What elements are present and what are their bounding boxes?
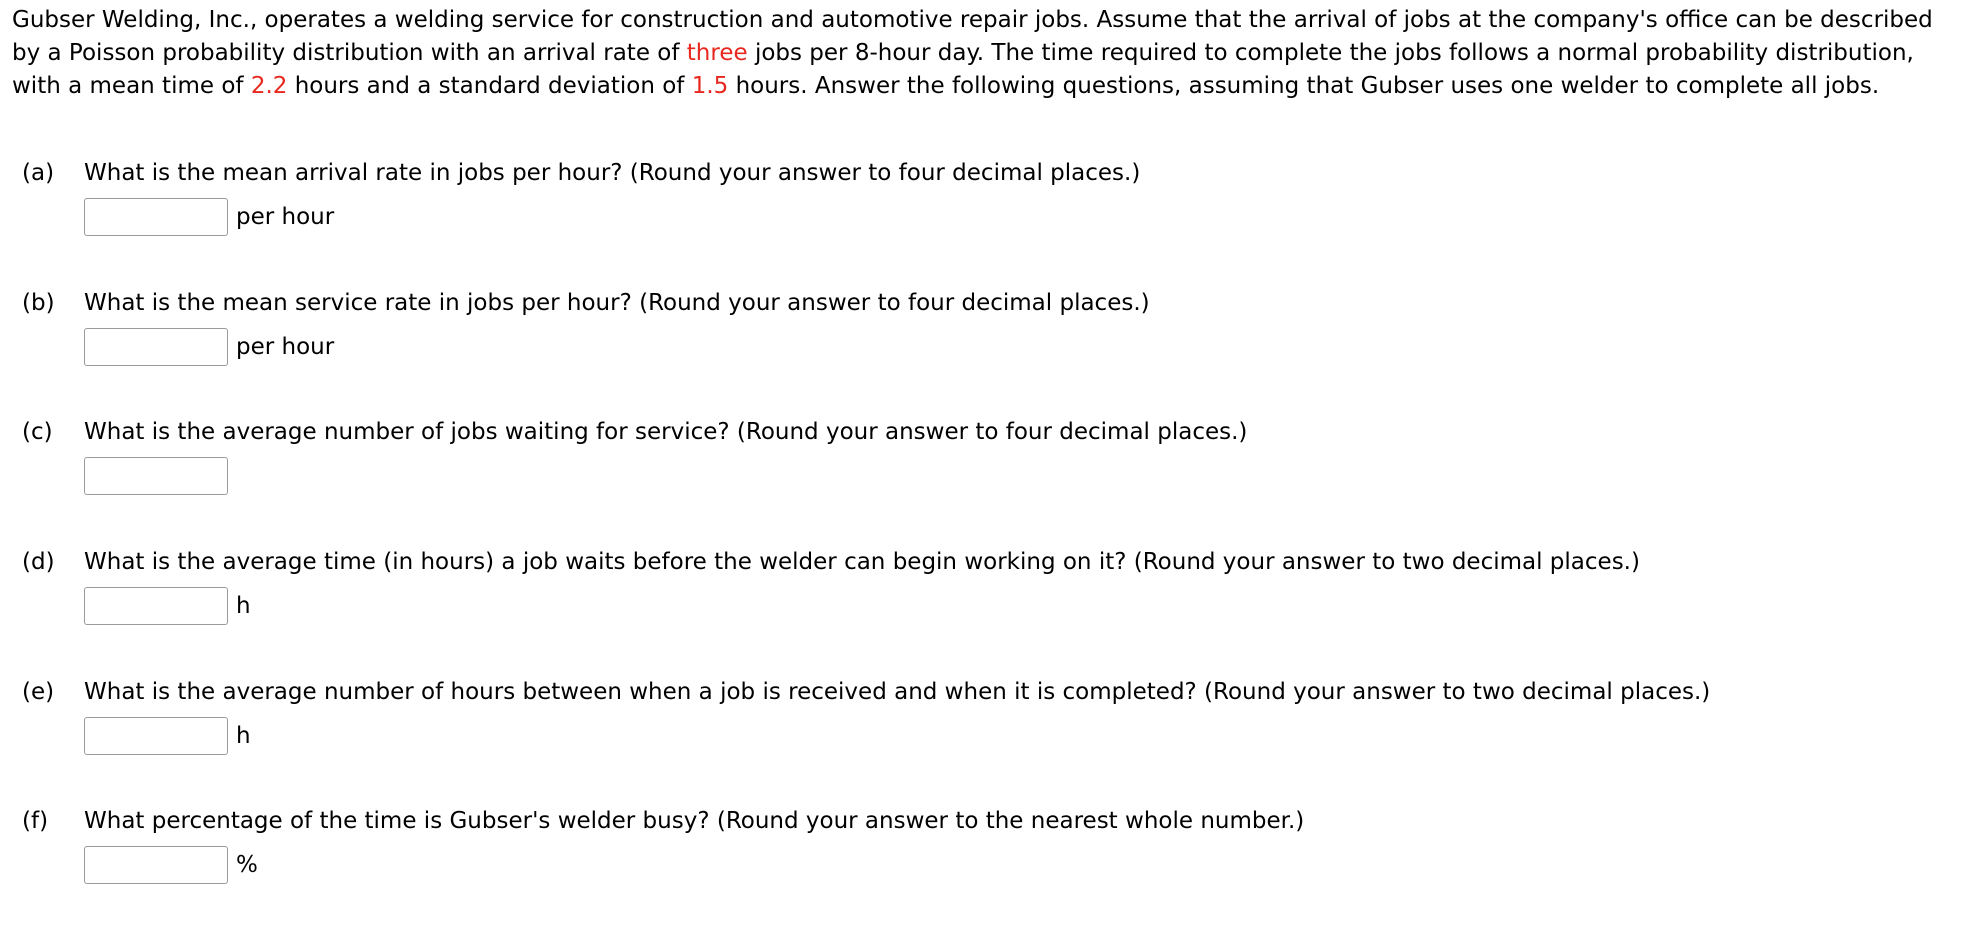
mean-time-value: 2.2 [250, 73, 288, 99]
unit-label: per hour [236, 203, 335, 230]
question-letter: (f) [22, 808, 49, 834]
answer-input-f[interactable] [84, 846, 228, 884]
question-text: What percentage of the time is Gubser's welder busy? (Round your answer to the nearest whole number.) [84, 808, 1305, 834]
unit-label: h [236, 722, 251, 749]
answer-row [84, 457, 1942, 495]
question-f [22, 805, 1942, 884]
unit-label: % [236, 851, 258, 878]
answer-row [84, 846, 1942, 884]
answer-input-b[interactable] [84, 328, 228, 366]
question-text: What is the mean arrival rate in jobs per hour? (Round your answer to four decimal places.) [84, 160, 1141, 186]
intro-text-1: Gubser Welding, Inc., operates a welding service for construction and automotive repair jobs. Assume that the arrival of jobs at the company's office can be described by a Poisson probability distribution with an arrival rate of [12, 7, 1933, 66]
question-letter: (c) [22, 419, 53, 445]
unit-label: h [236, 592, 251, 619]
question-c [22, 416, 1942, 495]
question-text: What is the average number of jobs waiting for service? (Round your answer to four decimal places.) [84, 419, 1248, 445]
intro-text-2: jobs per 8-hour day. The time required to complete the jobs follows a normal probability distribution, with a mean time of [12, 40, 1914, 99]
answer-input-a[interactable] [84, 198, 228, 236]
question-text: What is the mean service rate in jobs per hour? (Round your answer to four decimal places.) [84, 290, 1150, 316]
intro-text-4: hours. Answer the following questions, assuming that Gubser uses one welder to complete all jobs. [728, 73, 1880, 99]
std-dev-value: 1.5 [691, 73, 729, 99]
arrival-rate-value: three [686, 40, 748, 66]
question-letter: (e) [22, 679, 55, 705]
answer-input-c[interactable] [84, 457, 228, 495]
question-text: What is the average number of hours between when a job is received and when it is completed? (Round your answer to two decimal places.) [84, 679, 1711, 705]
problem-statement [12, 4, 1957, 103]
question-letter: (b) [22, 290, 55, 316]
question-a [22, 157, 1942, 236]
question-d [22, 546, 1942, 625]
answer-row [84, 587, 1942, 625]
question-b [22, 287, 1942, 366]
unit-label: per hour [236, 333, 335, 360]
answer-input-d[interactable] [84, 587, 228, 625]
question-e [22, 676, 1942, 755]
question-letter: (a) [22, 160, 55, 186]
answer-row [84, 328, 1942, 366]
intro-text-3: hours and a standard deviation of [287, 73, 692, 99]
question-letter: (d) [22, 549, 55, 575]
answer-row [84, 717, 1942, 755]
answer-row [84, 198, 1942, 236]
answer-input-e[interactable] [84, 717, 228, 755]
question-text: What is the average time (in hours) a job waits before the welder can begin working on it? (Round your answer to two decimal places.) [84, 549, 1640, 575]
